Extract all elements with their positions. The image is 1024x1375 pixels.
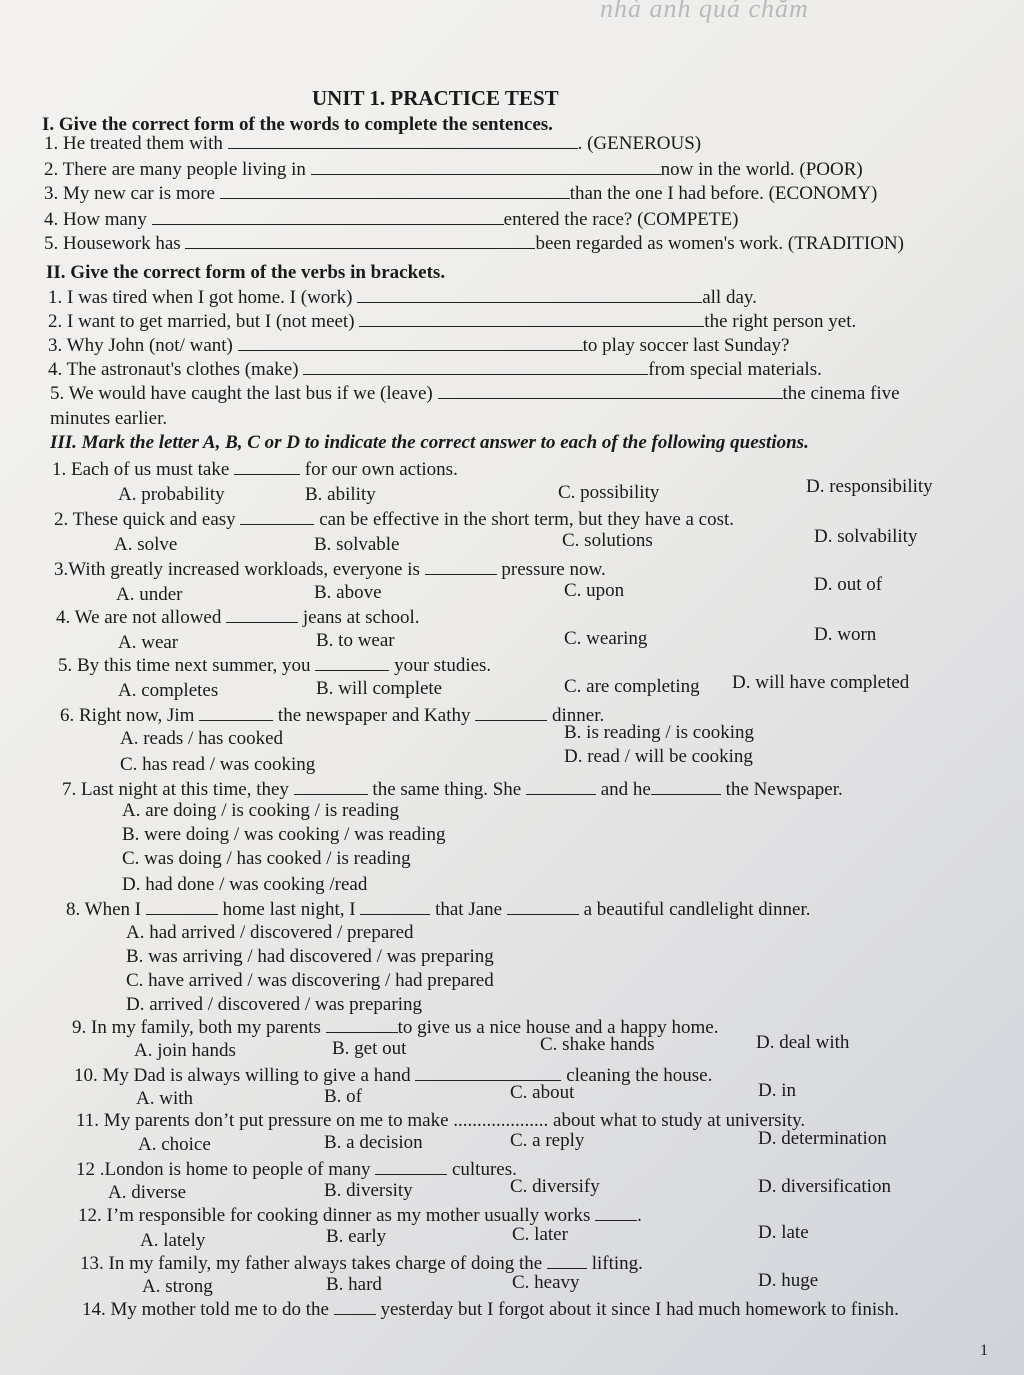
q13-option-d: D. huge: [758, 1270, 819, 1291]
q5-option-b: B. will complete: [316, 678, 443, 699]
q3-option-b: B. above: [314, 582, 382, 603]
page-number: 1: [980, 1342, 988, 1359]
question-13: 13. In my family, my father always takes charge of doing the lifting.: [80, 1253, 643, 1274]
q10-option-d: D. in: [758, 1080, 796, 1101]
q8-option-a: A. had arrived / discovered / prepared: [126, 922, 414, 943]
q8-option-b: B. was arriving / had discovered / was preparing: [126, 946, 494, 967]
q12a-option-b: B. diversity: [324, 1180, 413, 1201]
q6-option-a: A. reads / has cooked: [120, 728, 284, 749]
q3-option-c: C. upon: [564, 580, 625, 601]
question-5: 5. By this time next summer, you your studies.: [58, 655, 492, 676]
section-1-heading: I. Give the correct form of the words to complete the sentences.: [42, 114, 553, 135]
part2-item-3: 3. Why John (not/ want) to play soccer last Sunday?: [48, 335, 790, 356]
q3-option-d: D. out of: [814, 574, 883, 595]
q7-option-a: A. are doing / is cooking / is reading: [122, 800, 400, 821]
part1-item-5: 5. Housework has been regarded as women's work. (TRADITION): [44, 233, 904, 254]
q9-option-d: D. deal with: [756, 1032, 850, 1053]
q13-option-a: A. strong: [142, 1276, 213, 1297]
q2-option-d: D. solvability: [814, 526, 918, 547]
part2-item-4: 4. The astronaut's clothes (make) from special materials.: [48, 359, 822, 380]
q9-option-c: C. shake hands: [540, 1034, 655, 1055]
q4-option-c: C. wearing: [564, 628, 648, 649]
question-8: 8. When I home last night, I that Jane a beautiful candlelight dinner.: [66, 899, 811, 920]
question-4: 4. We are not allowed jeans at school.: [56, 607, 420, 628]
part2-item-5-continued: minutes earlier.: [50, 408, 168, 429]
q3-option-a: A. under: [116, 584, 183, 605]
q12b-option-b: B. early: [326, 1226, 387, 1247]
part1-item-1: 1. He treated them with . (GENEROUS): [44, 133, 702, 154]
q4-option-b: B. to wear: [316, 630, 395, 651]
part2-item-1: 1. I was tired when I got home. I (work) all day.: [48, 287, 757, 308]
q12b-option-d: D. late: [758, 1222, 809, 1243]
part2-item-5: 5. We would have caught the last bus if we (leave) the cinema five: [50, 383, 900, 404]
q11-option-a: A. choice: [138, 1134, 211, 1155]
q8-option-d: D. arrived / discovered / was preparing: [126, 994, 422, 1015]
question-3: 3.With greatly increased workloads, everyone is pressure now.: [54, 559, 606, 580]
q4-option-d: D. worn: [814, 624, 877, 645]
page-title: UNIT 1. PRACTICE TEST: [312, 86, 559, 110]
question-12b: 12. I’m responsible for cooking dinner as my mother usually works .: [78, 1205, 642, 1226]
q12a-option-c: C. diversify: [510, 1176, 600, 1197]
q6-option-d: D. read / will be cooking: [564, 746, 753, 767]
q5-option-c: C. are completing: [564, 676, 700, 697]
q7-option-d: D. had done / was cooking /read: [122, 874, 368, 895]
q10-option-c: C. about: [510, 1082, 575, 1103]
q12b-option-c: C. later: [512, 1224, 568, 1245]
q7-option-b: B. were doing / was cooking / was reading: [122, 824, 446, 845]
q8-option-c: C. have arrived / was discovering / had prepared: [126, 970, 494, 991]
q1-option-a: A. probability: [118, 484, 225, 505]
q1-option-b: B. ability: [305, 484, 376, 505]
q5-option-a: A. completes: [118, 680, 219, 701]
question-9: 9. In my family, both my parents to give us a nice house and a happy home.: [72, 1017, 719, 1038]
section-2-heading: II. Give the correct form of the verbs in brackets.: [46, 262, 446, 283]
q7-option-c: C. was doing / has cooked / is reading: [122, 848, 411, 869]
question-12a: 12 .London is home to people of many cultures.: [76, 1159, 517, 1180]
q9-option-b: B. get out: [332, 1038, 407, 1059]
q12a-option-a: A. diverse: [108, 1182, 187, 1203]
q12b-option-a: A. lately: [140, 1230, 206, 1251]
q6-option-b: B. is reading / is cooking: [564, 722, 754, 743]
question-6: 6. Right now, Jim the newspaper and Kathy dinner.: [60, 705, 605, 726]
part1-item-3: 3. My new car is more than the one I had before. (ECONOMY): [44, 183, 878, 204]
q11-option-d: D. determination: [758, 1128, 887, 1149]
question-2: 2. These quick and easy can be effective in the short term, but they have a cost.: [54, 509, 735, 530]
q2-option-b: B. solvable: [314, 534, 400, 555]
part1-item-2: 2. There are many people living in now in the world. (POOR): [44, 159, 863, 180]
q5-option-d: D. will have completed: [732, 672, 910, 693]
q10-option-a: A. with: [136, 1088, 193, 1109]
q13-option-c: C. heavy: [512, 1272, 580, 1293]
handwritten-note: nhà anh quá chăm: [600, 0, 809, 23]
part2-item-2: 2. I want to get married, but I (not meet) the right person yet.: [48, 311, 857, 332]
question-7: 7. Last night at this time, they the same thing. She and he the Newspaper.: [62, 779, 843, 800]
q9-option-a: A. join hands: [134, 1040, 236, 1061]
q11-option-c: C. a reply: [510, 1130, 585, 1151]
section-3-heading: III. Mark the letter A, B, C or D to indicate the correct answer to each of the following questions.: [50, 432, 809, 453]
q10-option-b: B. of: [324, 1086, 362, 1107]
part1-item-4: 4. How many entered the race? (COMPETE): [44, 209, 739, 230]
q2-option-a: A. solve: [114, 534, 178, 555]
question-14: 14. My mother told me to do the yesterday but I forgot about it since I had much homework to finish.: [82, 1299, 899, 1320]
q6-option-c: C. has read / was cooking: [120, 754, 316, 775]
q13-option-b: B. hard: [326, 1274, 382, 1295]
question-10: 10. My Dad is always willing to give a hand cleaning the house.: [74, 1065, 713, 1086]
q4-option-a: A. wear: [118, 632, 179, 653]
q2-option-c: C. solutions: [562, 530, 653, 551]
question-1: 1. Each of us must take for our own actions.: [52, 459, 458, 480]
q12a-option-d: D. diversification: [758, 1176, 891, 1197]
q11-option-b: B. a decision: [324, 1132, 423, 1153]
q1-option-c: C. possibility: [558, 482, 660, 503]
question-11: 11. My parents don’t put pressure on me to make .................... about what to study at university.: [76, 1110, 806, 1131]
q1-option-d: D. responsibility: [806, 476, 933, 497]
